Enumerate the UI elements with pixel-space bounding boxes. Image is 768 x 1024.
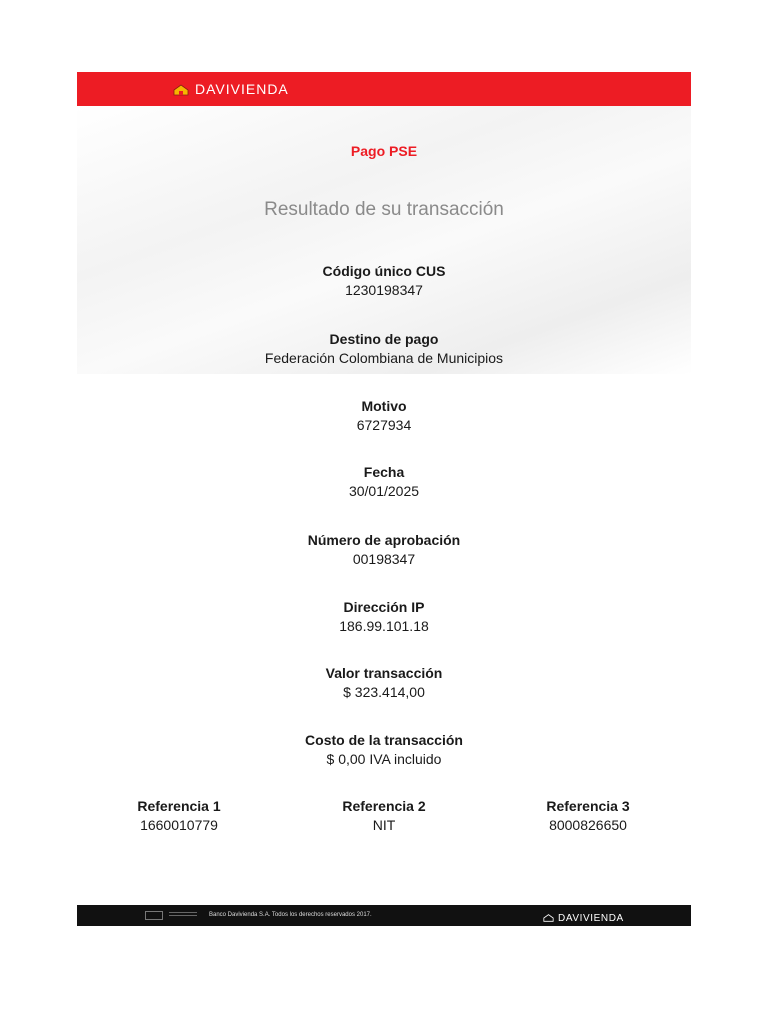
field-motivo [77, 397, 691, 435]
reference-3 [508, 797, 668, 835]
field-label: Destino de pago [329, 331, 439, 347]
field-fecha [77, 463, 691, 501]
field-value: 00198347 [352, 551, 416, 567]
field-ip [77, 598, 691, 636]
header-bar [77, 72, 691, 106]
reference-label: Referencia 3 [546, 798, 630, 814]
superfinanciera-seal-icon [145, 911, 163, 920]
field-label: Fecha [363, 464, 405, 480]
field-value: 186.99.101.18 [339, 618, 429, 634]
field-value: 6727934 [356, 417, 412, 433]
brand-name: DAVIVIENDA [195, 81, 289, 97]
field-aprobacion [77, 531, 691, 569]
footer-copyright: Banco Davivienda S.A. Todos los derechos reservados 2017. [209, 912, 372, 918]
reference-label: Referencia 1 [137, 798, 221, 814]
reference-label: Referencia 2 [342, 798, 426, 814]
field-label: Valor transacción [325, 665, 443, 681]
brand-logo [173, 80, 289, 98]
field-value: 1230198347 [345, 282, 423, 298]
field-label: Número de aprobación [307, 532, 461, 548]
field-costo [77, 731, 691, 769]
seal-text-icon [169, 912, 197, 919]
reference-value: 1660010779 [140, 817, 218, 833]
field-label: Código único CUS [322, 263, 446, 279]
field-destino [77, 330, 691, 368]
page-subtitle: Resultado de su transacción [264, 199, 504, 220]
field-label: Costo de la transacción [305, 732, 463, 748]
reference-1 [99, 797, 259, 835]
footer-brand-logo [543, 909, 624, 927]
field-value: $ 323.414,00 [343, 684, 425, 700]
reference-value: NIT [372, 817, 396, 833]
page-title: Pago PSE [350, 143, 418, 159]
house-logo-icon [543, 909, 554, 927]
field-label: Motivo [361, 398, 407, 414]
field-cus [77, 262, 691, 300]
field-label: Dirección IP [343, 599, 425, 615]
references-row [77, 797, 691, 837]
field-valor [77, 664, 691, 702]
field-value: 30/01/2025 [348, 483, 420, 499]
footer-bar [77, 905, 691, 926]
reference-value: 8000826650 [549, 817, 627, 833]
receipt-page [77, 72, 691, 926]
footer-brand-name: DAVIVIENDA [558, 912, 624, 924]
house-logo-icon [173, 83, 189, 95]
field-value: Federación Colombiana de Municipios [264, 350, 504, 366]
field-value: $ 0,00 IVA incluido [326, 751, 442, 767]
reference-2 [304, 797, 464, 835]
